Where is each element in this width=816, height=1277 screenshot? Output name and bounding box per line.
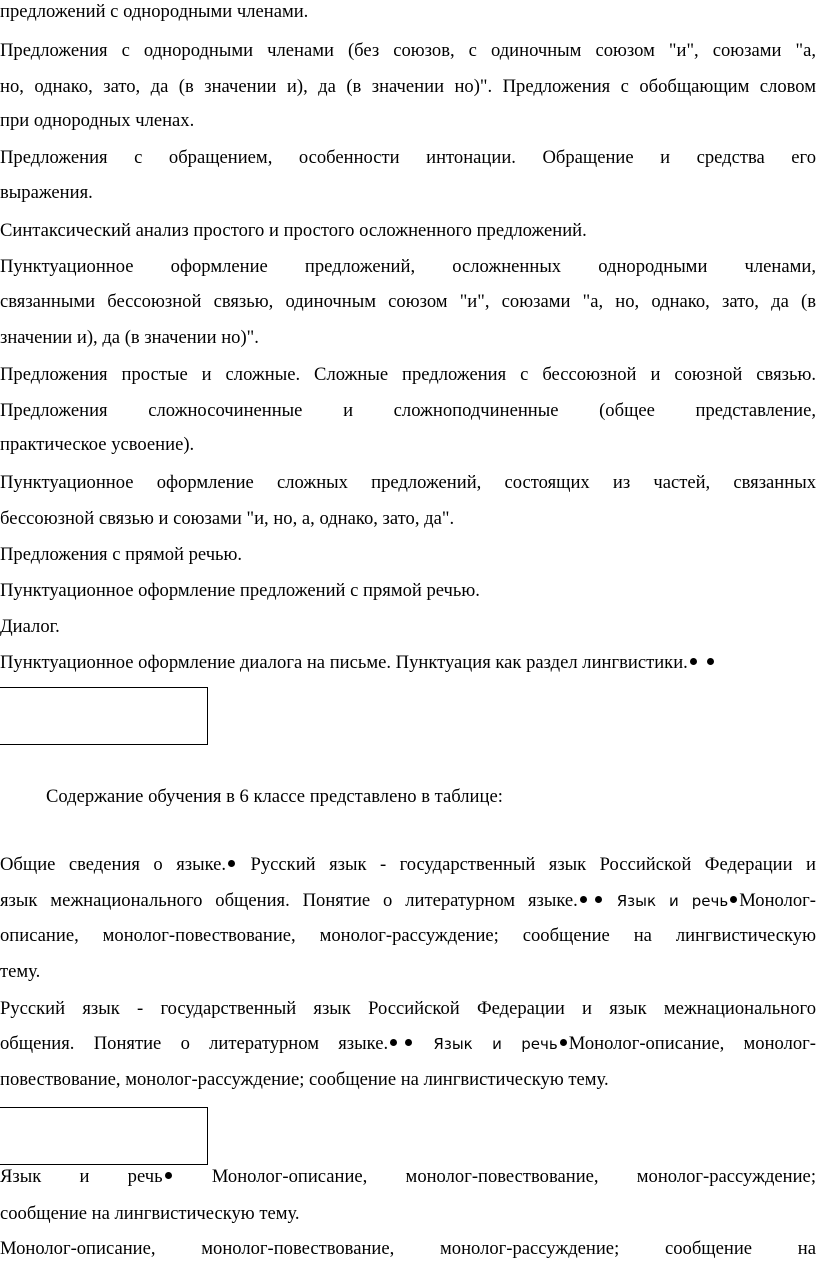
bullet-icon — [580, 896, 587, 903]
text-line: повествование, монолог-рассуждение; сообщение на лингвистическую тему. — [0, 1069, 609, 1090]
text-line — [0, 651, 816, 675]
bullet-icon — [390, 1039, 397, 1046]
text-fragment: язык межнационального общения. Понятие о литературном языке. — [0, 890, 578, 911]
text-line: тему. — [0, 961, 41, 982]
text-line — [0, 1165, 816, 1189]
text-line — [0, 889, 816, 913]
empty-box — [0, 1107, 208, 1165]
text-fragment: Монолог-описание, монолог- — [568, 1033, 816, 1054]
text-line: Пунктуационное оформление предложений с прямой речью. — [0, 580, 480, 601]
text-line: сообщение на лингвистическую тему. — [0, 1203, 300, 1224]
empty-box — [0, 687, 208, 745]
text-line: Синтаксический анализ простого и простого осложненного предложений. — [0, 220, 587, 241]
text-line: практическое усвоение). — [0, 434, 195, 455]
text-line: выражения. — [0, 182, 93, 203]
text-line — [0, 1032, 816, 1056]
text-fragment: Язык и речь — [0, 1166, 163, 1187]
text-line: Пунктуационное оформление предложений, осложненных однородными членами, — [0, 256, 816, 277]
text-line: предложений с однородными членами. — [0, 1, 309, 22]
text-line: Предложения с прямой речью. — [0, 544, 243, 565]
bullet-icon — [707, 658, 714, 665]
text-line: Предложения с обращением, особенности интонации. Обращение и средства его — [0, 147, 816, 168]
text-line: Предложения простые и сложные. Сложные предложения с бессоюзной и союзной связью. — [0, 364, 816, 385]
text-line: Пунктуационное оформление сложных предложений, состоящих из частей, связанных — [0, 472, 816, 493]
bullet-icon — [228, 860, 235, 867]
text-fragment: Язык и речь — [616, 892, 729, 910]
text-line: Монолог-описание, монолог-повествование, монолог-рассуждение; сообщение на — [0, 1238, 816, 1259]
text-fragment: Общие сведения о языке. — [0, 854, 227, 875]
text-line: описание, монолог-повествование, монолог-рассуждение; сообщение на лингвистическую — [0, 925, 816, 946]
text-line: при однородных членах. — [0, 110, 195, 131]
text-fragment: Монолог- — [739, 890, 816, 911]
text-line: но, однако, зато, да (в значении и), да (в значении но)". Предложения с обобщающим словом — [0, 76, 816, 97]
text-line: связанными бессоюзной связью, одиночным союзом "и", союзами "а, но, однако, зато, да (в — [0, 291, 816, 312]
text-fragment: Монолог-описание, монолог-повествование, монолог-рассуждение; — [211, 1166, 816, 1187]
bullet-icon — [560, 1039, 567, 1046]
text-line — [0, 853, 816, 877]
text-line: значении и), да (в значении но)". — [0, 327, 259, 348]
text-fragment: общения. Понятие о литературном языке. — [0, 1033, 389, 1054]
bullet-icon — [405, 1039, 412, 1046]
text-line: Предложения с однородными членами (без союзов, с одиночным союзом "и", союзами "а, — [0, 40, 816, 61]
section-intro: Содержание обучения в 6 классе представлено в таблице: — [46, 786, 503, 807]
bullet-icon — [690, 658, 697, 665]
text-line: бессоюзной связью и союзами "и, но, а, однако, зато, да". — [0, 508, 455, 529]
text-line: Предложения сложносочиненные и сложноподчиненные (общее представление, — [0, 400, 816, 421]
text-fragment: Язык и речь — [433, 1035, 558, 1053]
text-line: Диалог. — [0, 616, 60, 637]
bullet-icon — [595, 896, 602, 903]
bullet-icon — [165, 1172, 172, 1179]
text-line: Русский язык - государственный язык Российской Федерации и язык межнационального — [0, 998, 816, 1019]
text-fragment: Русский язык - государственный язык Российской Федерации и — [250, 854, 816, 875]
bullet-icon — [730, 896, 737, 903]
text-fragment: Пунктуационное оформление диалога на письме. Пунктуация как раздел лингвистики. — [0, 652, 688, 673]
